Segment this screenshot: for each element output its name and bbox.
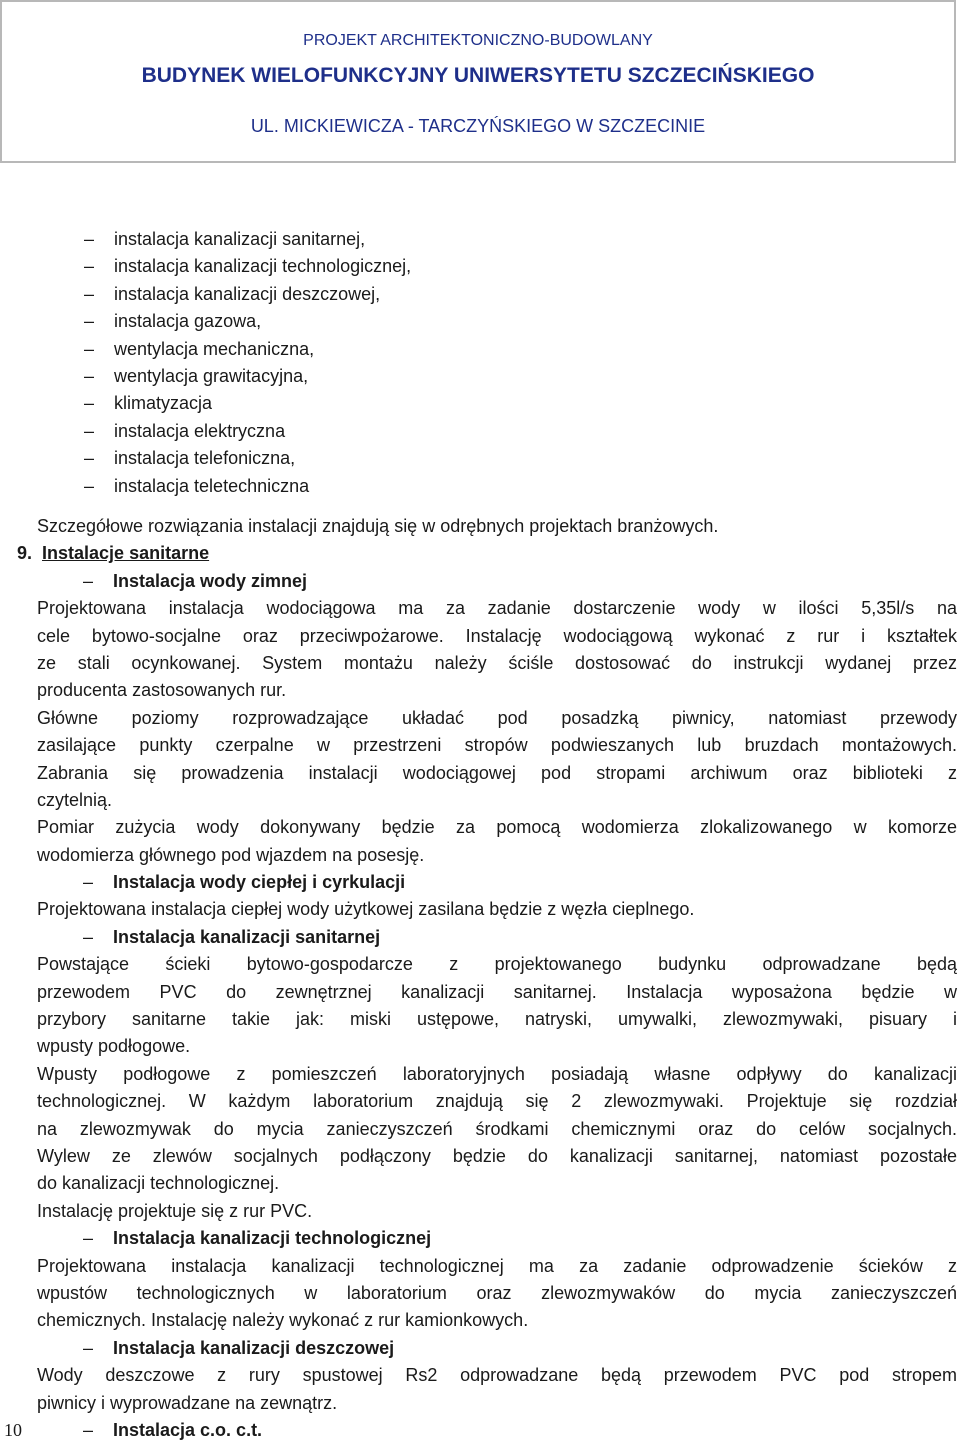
paragraph-line: Wylew ze zlewów socjalnych podłączony będzie do kanalizacji sanitarnej, natomiast pozostałe [37, 1145, 957, 1166]
section-number: 9. [17, 543, 33, 564]
paragraph-line: na zlewozmywak do mycia zanieczyszczeń środkami chemicznymi oraz do celów socjalnych. [37, 1118, 957, 1139]
installations-list [84, 226, 411, 500]
dash-bullet: – [83, 570, 94, 591]
list-item: – instalacja teletechniczna [84, 473, 411, 500]
dash-bullet: – [83, 926, 94, 947]
dash-bullet: – [84, 338, 95, 359]
dash-bullet: – [83, 1419, 94, 1440]
subsection-heading-cold-water: – Instalacja wody zimnej [37, 568, 957, 595]
page-header [0, 0, 956, 163]
paragraph-line: Instalację projektuje się z rur PVC. [37, 1200, 313, 1221]
paragraph-line: Pomiar zużycia wody dokonywany będzie za pomocą wodomierza zlokalizowanego w komorze [37, 817, 957, 838]
paragraph-line: Powstające ścieki bytowo-gospodarcze z projektowanego budynku odprowadzane będą [37, 954, 957, 975]
dash-bullet: – [84, 256, 95, 277]
dash-bullet: – [84, 283, 95, 304]
list-item: – wentylacja mechaniczna, [84, 336, 411, 363]
subsection-heading-sanitary-sewer: – Instalacja kanalizacji sanitarnej [37, 924, 957, 951]
list-item: – instalacja telefoniczna, [84, 445, 411, 472]
page-number: 10 [4, 1420, 22, 1440]
paragraph-line: producenta zastosowanych rur. [37, 680, 287, 701]
paragraph-line: Projektowana instalacja wodociągowa ma za zadanie dostarczenie wody w ilości 5,35l/s na [37, 598, 957, 619]
dash-bullet: – [83, 1337, 94, 1358]
paragraph-line: wpustów technologicznych w laboratorium oraz zlewozmywaków do mycia zanieczyszczeń [37, 1282, 957, 1303]
list-item: – instalacja kanalizacji technologicznej, [84, 253, 411, 280]
paragraph-line: do kanalizacji technologicznej. [37, 1173, 280, 1194]
subsection-heading-heating: – Instalacja c.o. c.t. [37, 1417, 957, 1444]
dash-bullet: – [84, 475, 95, 496]
intro-note: Szczegółowe rozwiązania instalacji znajdują się w odrębnych projektach branżowych. [37, 516, 719, 536]
paragraph-line: Główne poziomy rozprowadzające układać pod posadzką piwnicy, natomiast przewody [37, 707, 957, 728]
list-item: – wentylacja grawitacyjna, [84, 363, 411, 390]
paragraph-line: piwnicy i wyprowadzane na zewnątrz. [37, 1392, 338, 1413]
paragraph-line: zasilające punkty czerpalne w przestrzeni stropów podwieszanych lub bruzdach montażowych. [37, 735, 957, 756]
paragraph-line: chemicznych. Instalację należy wykonać z rur kamionkowych. [37, 1310, 529, 1331]
paragraph-line: wpusty podłogowe. [37, 1036, 191, 1057]
paragraph-line: cele bytowo-socjalne oraz przeciwpożarowe. Instalację wodociągową wykonać z rur i kształtek [37, 625, 957, 646]
dash-bullet: – [84, 311, 95, 332]
paragraph-line: czytelnią. [37, 789, 113, 810]
section-title: Instalacje sanitarne [42, 543, 210, 564]
dash-bullet: – [84, 393, 95, 414]
list-item: – instalacja elektryczna [84, 418, 411, 445]
list-item: – instalacja kanalizacji deszczowej, [84, 281, 411, 308]
list-item: – instalacja gazowa, [84, 308, 411, 335]
dash-bullet: – [83, 1228, 94, 1249]
paragraph-line: przewodem PVC do zewnętrznej kanalizacji sanitarnej. Instalacja wyposażona będzie w [37, 981, 957, 1002]
paragraph-line: ze stali ocynkowanej. System montażu należy ściśle dostosować do instrukcji wydanej przez [37, 652, 957, 673]
dash-bullet: – [84, 420, 95, 441]
dash-bullet: – [83, 872, 94, 893]
header-address: UL. MICKIEWICZA - TARCZYŃSKIEGO W SZCZECINIE [250, 116, 706, 136]
paragraph-line: Wpusty podłogowe z pomieszczeń laboratoryjnych posiadają własne odpływy do kanalizacji [37, 1063, 957, 1084]
paragraph-line: przybory sanitarne takie jak: miski ustępowe, natryski, umywalki, zlewozmywaki, pisuary i [37, 1009, 957, 1030]
paragraph-line: Projektowana instalacja ciepłej wody użytkowej zasilana będzie z węzła cieplnego. [37, 899, 695, 920]
header-building-name: BUDYNEK WIELOFUNKCYJNY UNIWERSYTETU SZCZECIŃSKIEGO [141, 64, 815, 87]
header-project-type: PROJEKT ARCHITEKTONICZNO-BUDOWLANY [303, 32, 653, 49]
paragraph-line: technologicznej. W każdym laboratorium znajdują się 2 zlewozmywaki. Projektuje się rozdział [37, 1091, 957, 1112]
section-heading [17, 540, 957, 567]
paragraph-line: Projektowana instalacja kanalizacji technologicznej ma za zadanie odprowadzenie ścieków z [37, 1255, 957, 1276]
dash-bullet: – [84, 365, 95, 386]
paragraph-line: Wody deszczowe z rury spustowej Rs2 odprowadzane będą przewodem PVC pod stropem [37, 1365, 957, 1386]
paragraph-line: wodomierza głównego pod wjazdem na posesję. [37, 844, 425, 865]
dash-bullet: – [84, 448, 95, 469]
subsection-heading-tech-sewer: – Instalacja kanalizacji technologicznej [37, 1225, 957, 1252]
subsection-heading-rain-sewer: – Instalacja kanalizacji deszczowej [37, 1335, 957, 1362]
paragraph-line: Zabrania się prowadzenia instalacji wodociągowej pod stropami archiwum oraz biblioteki z [37, 762, 957, 783]
subsection-heading-hot-water: – Instalacja wody ciepłej i cyrkulacji [37, 869, 957, 896]
list-item: – instalacja kanalizacji sanitarnej, [84, 226, 411, 253]
document-body [17, 513, 957, 1444]
dash-bullet: – [84, 229, 95, 249]
list-item: – klimatyzacja [84, 390, 411, 417]
